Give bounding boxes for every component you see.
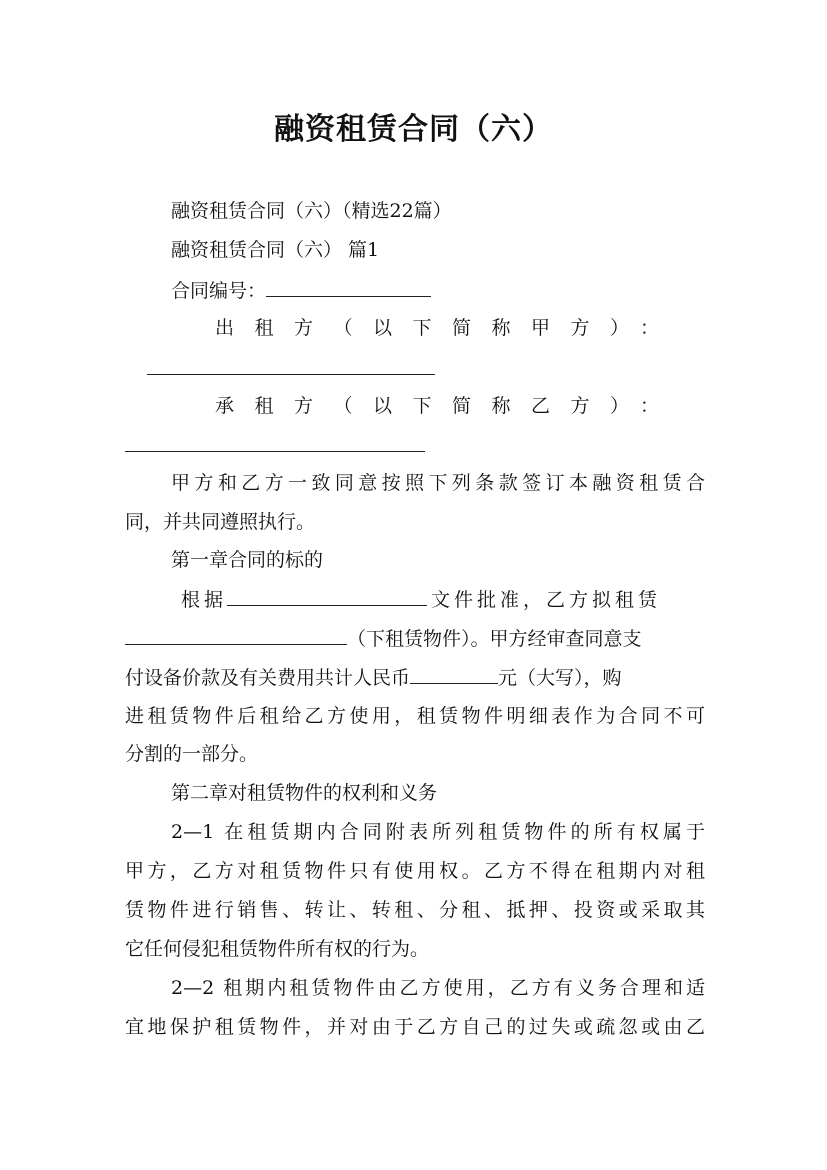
contract-number-line	[171, 278, 705, 303]
text-span: 文件批准，乙方拟租赁	[431, 589, 662, 611]
paragraph-line: 2—2 租期内租赁物件由乙方使用，乙方有义务合理和适	[171, 977, 705, 999]
lease-item-blank	[125, 626, 347, 645]
paragraph-line: 赁物件进行销售、转让、转租、分租、抵押、投资或采取其	[125, 899, 705, 921]
lessee-blank	[125, 433, 425, 452]
paragraph-line: 2—1 在租赁期内合同附表所列租赁物件的所有权属于	[171, 821, 705, 843]
lessor-blank	[147, 356, 435, 375]
paragraph-line: 宜地保护租赁物件，并对由于乙方自己的过失或疏忽或由乙	[125, 1016, 705, 1038]
subtitle-line: 融资租赁合同（六）（精选22篇）	[171, 200, 452, 222]
text-span: （下租赁物件）。甲方经审查同意支	[347, 628, 642, 650]
text-span: 根据	[181, 589, 228, 611]
paragraph-line	[181, 587, 705, 612]
text-span: 付设备价款及有关费用共计人民币	[125, 667, 411, 689]
paragraph-line	[125, 665, 705, 690]
document-title: 融资租赁合同（六）	[274, 112, 553, 147]
paragraph-line: 甲方，乙方对租赁物件只有使用权。乙方不得在租期内对租	[125, 860, 705, 882]
paragraph-line: 同，并共同遵照执行。	[125, 511, 316, 533]
contract-number-label: 合同编号：	[171, 280, 267, 302]
lessor-line: 出租方（以下简称甲方）：	[215, 317, 680, 339]
lessee-line: 承租方（以下简称乙方）：	[215, 395, 680, 417]
paragraph-line	[125, 626, 705, 651]
amount-blank	[410, 665, 498, 684]
document-blank	[227, 587, 427, 606]
chapter-heading: 第一章合同的标的	[171, 549, 324, 571]
section-heading: 融资租赁合同（六） 篇1	[171, 239, 380, 261]
lessor-blank-line	[147, 356, 727, 381]
paragraph-line: 进租赁物件后租给乙方使用，租赁物件明细表作为合同不可	[125, 705, 705, 727]
paragraph-line: 分割的一部分。	[125, 743, 259, 765]
paragraph-line: 甲方和乙方一致同意按照下列条款签订本融资租赁合	[171, 472, 705, 494]
lessee-blank-line	[125, 433, 705, 458]
contract-number-blank	[266, 278, 431, 297]
paragraph-line: 它任何侵犯租赁物件所有权的行为。	[125, 938, 430, 960]
text-span: 元（大写），购	[498, 667, 622, 689]
chapter-heading: 第二章对租赁物件的权利和义务	[171, 782, 438, 804]
